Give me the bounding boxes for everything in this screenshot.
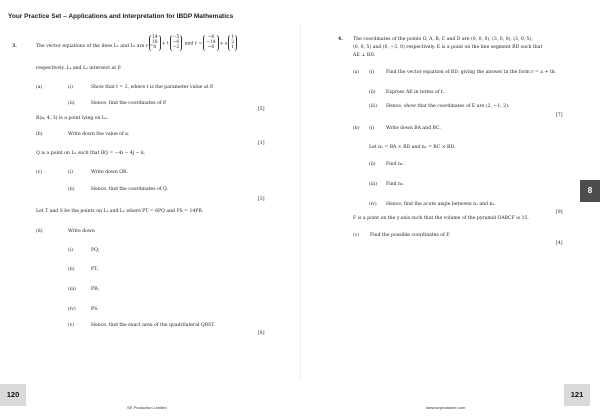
q4-part-b-iii-label: (iii) xyxy=(369,182,377,187)
part-a-label: (a) xyxy=(36,85,43,90)
part-c-i-text: Write down OR. xyxy=(91,170,128,175)
point-r-text: R(a, 4, 3) is a point lying on L₁. xyxy=(36,116,109,121)
part-c-label: (c) xyxy=(36,170,43,175)
part-d-ii-label: (ii) xyxy=(68,267,75,272)
point-q-text: Q is a point on L₂ such that RQ = −4i − 4j − k. xyxy=(36,151,146,156)
chapter-tab: 8 xyxy=(580,180,600,202)
q4-part-b-i-label: (i) xyxy=(369,126,375,131)
points-t-s-text: Let T and S be the points on L₁ and L₂ where PT = 6PQ and PS = 14PR. xyxy=(36,209,204,214)
q4-part-c-label: (c) xyxy=(353,233,360,238)
q3-vector-c: −6 −14 −6 xyxy=(203,35,218,51)
part-c-i-label: (i) xyxy=(68,170,74,175)
q4-part-b-iii-text: Find n₂. xyxy=(386,182,405,187)
q4-part-a-ii-text: Express AE in terms of t. xyxy=(386,90,445,95)
part-d-text: Write down xyxy=(68,229,95,234)
part-d-v-label: (v) xyxy=(68,323,75,328)
q4-line-3: AE ⊥ BD. xyxy=(353,53,376,58)
q3-intersect-text: respectively. L₁ and L₂ intersect at P. xyxy=(36,66,122,71)
q4-part-b-iv-label: (iv) xyxy=(369,202,377,207)
q4-part-a-i-label: (i) xyxy=(369,70,375,75)
part-d-i-text: PQ; xyxy=(91,248,100,253)
part-d-iv-label: (iv) xyxy=(68,307,76,312)
part-d-i-label: (i) xyxy=(68,248,74,253)
q4-part-b-marks: [9] xyxy=(556,210,563,215)
part-d-label: (d) xyxy=(36,229,43,234)
q3-vector-b: −5 −6 −2 xyxy=(170,35,182,51)
q4-part-a-marks: [7] xyxy=(556,113,563,118)
q4-part-c-text: Find the possible coordinates of F. xyxy=(370,233,451,238)
q4-part-b-label: (b) xyxy=(353,126,360,131)
part-a-i-text: Show that t = 2, where t is the parameter value at P. xyxy=(91,85,214,90)
q3-vector-d: 1 2 1 xyxy=(228,35,237,51)
part-d-iv-text: PS. xyxy=(91,307,99,312)
question-number-3: 3. xyxy=(12,44,17,49)
q4-part-a-i-text: Find the vector equation of BD, giving the answer in the form r = a + tb. xyxy=(386,70,556,75)
q4-part-b-ii-text: Find n₁. xyxy=(386,162,405,167)
part-d-iii-text: PR; xyxy=(91,287,100,292)
q4-line-1: The coordinates of the points O, A, B, C and D are (0, 0, 0), (3, 0, 0), (3, 0, 5), xyxy=(353,37,533,42)
q4-part-a-label: (a) xyxy=(353,70,360,75)
part-c-ii-label: (ii) xyxy=(68,187,75,192)
part-d-marks: [8] xyxy=(258,331,265,336)
q4-part-a-ii-label: (ii) xyxy=(369,90,376,95)
part-d-v-text: Hence, find the exact area of the quadrilateral QRST. xyxy=(91,323,216,328)
part-c-marks: [3] xyxy=(258,197,265,202)
part-a-ii-label: (ii) xyxy=(68,101,75,106)
question-number-4: 4. xyxy=(338,37,343,42)
q4-part-c-marks: [4] xyxy=(556,241,563,246)
q4-part-a-iii-text: Hence, show that the coordinates of E are (2, −1, 2). xyxy=(386,104,510,109)
publisher-footer: SE Production Limited xyxy=(127,405,167,410)
q4-normal-vectors-text: Let n₁ = BA × BD and n₂ = BC × BD. xyxy=(369,145,456,150)
part-a-i-label: (i) xyxy=(68,85,74,90)
right-page-number: 121 xyxy=(564,384,590,406)
part-a-marks: [5] xyxy=(258,107,265,112)
part-d-ii-text: PT; xyxy=(91,267,99,272)
q4-part-b-i-text: Write down BA and BC. xyxy=(386,126,441,131)
part-b-label: (b) xyxy=(36,132,43,137)
page-gutter xyxy=(300,25,301,380)
q3-vector-a: 14 18 8 xyxy=(149,35,161,51)
left-page-number: 120 xyxy=(0,384,26,406)
part-b-marks: [1] xyxy=(258,141,265,146)
q4-part-b-iv-text: Hence, find the acute angle between n₁ and n₂. xyxy=(386,202,496,207)
part-a-ii-text: Hence, find the coordinates of P. xyxy=(91,101,167,106)
q3-intro: The vector equations of the lines L₁ and L₂ are r = xyxy=(36,44,154,49)
running-header: Your Practice Set – Applications and Interpretation for IBDP Mathematics xyxy=(8,13,234,20)
q4-part-a-iii-label: (iii) xyxy=(369,104,377,109)
website-footer: www.seprodstore.com xyxy=(426,405,466,410)
q4-part-b-ii-label: (ii) xyxy=(369,162,376,167)
part-c-ii-text: Hence, find the coordinates of Q. xyxy=(91,187,169,192)
part-b-text: Write down the value of a. xyxy=(68,132,130,137)
q3-vector-block: 14 18 8+ t−5 −6 −2 and r =−6 −14 −6+ s1 2 1 xyxy=(148,35,238,51)
q4-line-2: (0, 0, 5) and (0, −3, 0) respectively. E is a point on the line segment BD such that xyxy=(353,45,543,50)
part-d-iii-label: (iii) xyxy=(68,287,76,292)
q4-point-f-text: F is a point on the y-axis such that the volume of the pyramid OABCF is 15. xyxy=(353,216,529,221)
